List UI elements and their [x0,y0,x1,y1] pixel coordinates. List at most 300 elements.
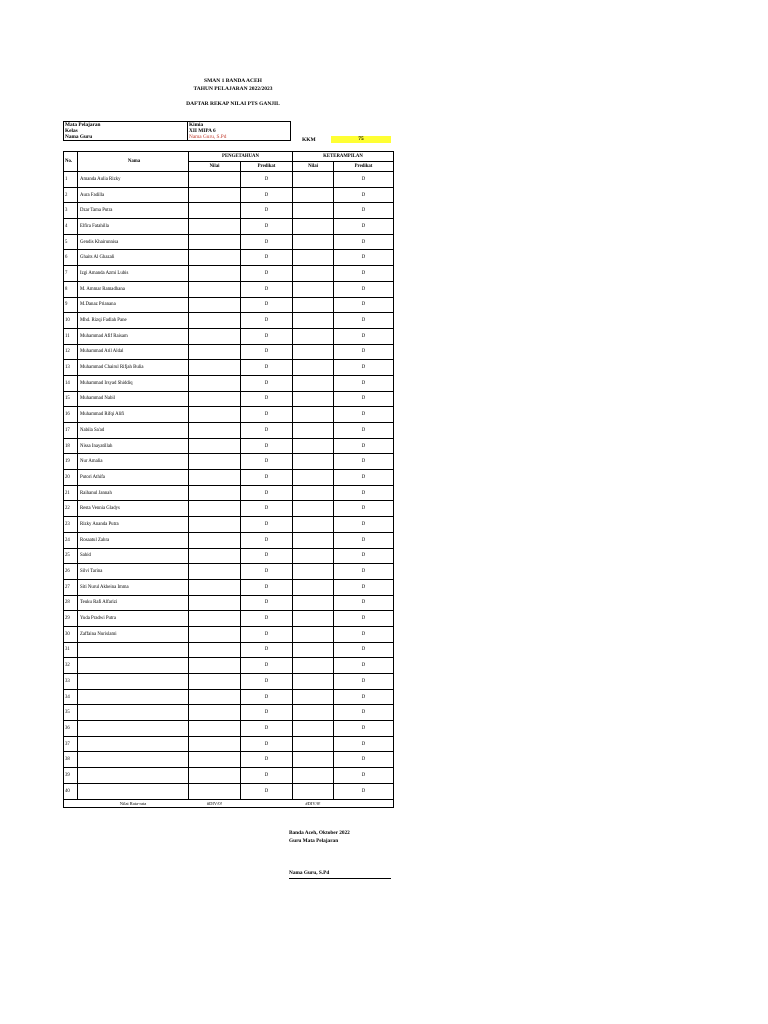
student-name: Muhammad Aril Aldal [78,344,189,360]
predikat-pengetahuan: D [241,313,293,329]
nilai-keterampilan [293,674,334,690]
nilai-pengetahuan [189,736,241,752]
nilai-pengetahuan [189,485,241,501]
predikat-pengetahuan: D [241,642,293,658]
row-number: 25 [64,548,78,564]
student-name [78,721,189,737]
predikat-keterampilan: D [334,187,394,203]
nilai-pengetahuan [189,234,241,250]
row-number: 2 [64,187,78,203]
nilai-pengetahuan [189,532,241,548]
predikat-keterampilan: D [334,391,394,407]
school-name: SMAN 1 BANDA ACEH [204,78,262,84]
student-name: Gendis Khairunnisa [78,234,189,250]
row-number: 19 [64,454,78,470]
nilai-keterampilan [293,470,334,486]
predikat-keterampilan: D [334,470,394,486]
signature-name: Nama Guru, S.Pd [289,870,330,876]
nilai-keterampilan [293,360,334,376]
nilai-pengetahuan [189,328,241,344]
nilai-keterampilan [293,344,334,360]
predikat-keterampilan: D [334,360,394,376]
column-header-nilai-keterampilan: Nilai [293,162,334,172]
predikat-keterampilan: D [334,595,394,611]
table-row [64,705,394,721]
predikat-keterampilan: D [334,517,394,533]
table-row [64,407,394,423]
class-label: Kelas [64,128,188,134]
student-name: Ghaits Al Ghazali [78,250,189,266]
nilai-pengetahuan [189,375,241,391]
predikat-pengetahuan: D [241,470,293,486]
student-name [78,674,189,690]
row-number: 29 [64,611,78,627]
nilai-pengetahuan [189,674,241,690]
average-keterampilan-predikat [334,799,394,807]
student-name [78,658,189,674]
table-row [64,752,394,768]
table-row [64,281,394,297]
predikat-keterampilan: D [334,328,394,344]
nilai-keterampilan [293,658,334,674]
signature-role: Guru Mata Pelajaran [289,838,339,844]
nilai-pengetahuan [189,219,241,235]
nilai-pengetahuan [189,595,241,611]
nilai-keterampilan [293,407,334,423]
row-number: 28 [64,595,78,611]
row-number: 32 [64,658,78,674]
row-number: 37 [64,736,78,752]
nilai-pengetahuan [189,281,241,297]
predikat-pengetahuan: D [241,674,293,690]
row-number: 26 [64,564,78,580]
nilai-pengetahuan [189,360,241,376]
nilai-keterampilan [293,517,334,533]
row-number: 16 [64,407,78,423]
nilai-keterampilan [293,768,334,784]
nilai-keterampilan [293,423,334,439]
row-number: 13 [64,360,78,376]
nilai-pengetahuan [189,626,241,642]
predikat-keterampilan: D [334,752,394,768]
nilai-keterampilan [293,203,334,219]
nilai-keterampilan [293,485,334,501]
nilai-keterampilan [293,548,334,564]
row-number: 1 [64,172,78,188]
nilai-keterampilan [293,328,334,344]
student-name: Muhammad Irsyad Shiddiq [78,375,189,391]
column-header-nilai-pengetahuan: Nilai [189,162,241,172]
table-row [64,532,394,548]
row-number: 17 [64,423,78,439]
table-row [64,423,394,439]
table-row [64,611,394,627]
student-name [78,783,189,799]
predikat-pengetahuan: D [241,705,293,721]
row-number: 5 [64,234,78,250]
row-number: 39 [64,768,78,784]
predikat-keterampilan: D [334,689,394,705]
grade-table [63,151,394,808]
student-name: Elfira Fatahilla [78,219,189,235]
student-name [78,768,189,784]
signature-place-date: Banda Aceh, Oktober 2022 [289,830,350,836]
nilai-keterampilan [293,266,334,282]
row-number: 11 [64,328,78,344]
student-name: Izgi Amanda Azmi Lubis [78,266,189,282]
group-header-keterampilan: KETERAMPILAN [293,152,394,162]
column-header-nama: Nama [78,152,189,172]
table-row [64,768,394,784]
predikat-keterampilan: D [334,501,394,517]
nilai-keterampilan [293,752,334,768]
row-number: 38 [64,752,78,768]
academic-year: TAHUN PELAJARAN 2022/2023 [193,86,273,92]
predikat-pengetahuan: D [241,250,293,266]
predikat-pengetahuan: D [241,658,293,674]
student-name: M. Ammar Ramadhana [78,281,189,297]
table-row [64,470,394,486]
student-name: Mhd. Rizqi Fadlah Pane [78,313,189,329]
table-row [64,689,394,705]
predikat-pengetahuan: D [241,375,293,391]
predikat-keterampilan: D [334,783,394,799]
student-name: Raihanul Jannah [78,485,189,501]
nilai-keterampilan [293,454,334,470]
predikat-pengetahuan: D [241,266,293,282]
predikat-keterampilan: D [334,219,394,235]
row-number: 14 [64,375,78,391]
predikat-pengetahuan: D [241,328,293,344]
predikat-keterampilan: D [334,172,394,188]
table-row [64,360,394,376]
column-header-no: No. [64,152,78,172]
nilai-keterampilan [293,313,334,329]
student-name [78,689,189,705]
row-number: 4 [64,219,78,235]
nilai-pengetahuan [189,689,241,705]
teacher-value: Nama Guru, S.Pd [188,134,291,141]
nilai-keterampilan [293,721,334,737]
nilai-pengetahuan [189,423,241,439]
row-number: 8 [64,281,78,297]
table-row [64,783,394,799]
average-pengetahuan-predikat [241,799,293,807]
student-name [78,752,189,768]
nilai-pengetahuan [189,172,241,188]
predikat-keterampilan: D [334,250,394,266]
student-name: Teuku Rafi Alfarizi [78,595,189,611]
nilai-keterampilan [293,172,334,188]
student-name: Muhammad Rifqi Alifi [78,407,189,423]
row-number: 20 [64,470,78,486]
predikat-pengetahuan: D [241,721,293,737]
nilai-keterampilan [293,783,334,799]
predikat-pengetahuan: D [241,438,293,454]
predikat-pengetahuan: D [241,219,293,235]
student-name [78,705,189,721]
row-number: 36 [64,721,78,737]
predikat-keterampilan: D [334,611,394,627]
predikat-keterampilan: D [334,768,394,784]
predikat-pengetahuan: D [241,752,293,768]
table-row [64,626,394,642]
nilai-pengetahuan [189,266,241,282]
predikat-keterampilan: D [334,548,394,564]
document-title: DAFTAR REKAP NILAI PTS GANJIL [186,101,280,107]
nilai-keterampilan [293,689,334,705]
predikat-keterampilan: D [334,234,394,250]
average-pengetahuan: #DIV/0! [189,799,241,807]
table-row [64,579,394,595]
student-name: M.Danaz Prianana [78,297,189,313]
predikat-pengetahuan: D [241,297,293,313]
nilai-keterampilan [293,375,334,391]
nilai-keterampilan [293,736,334,752]
predikat-keterampilan: D [334,532,394,548]
student-name: Muhammad Afif Raisam [78,328,189,344]
nilai-pengetahuan [189,721,241,737]
predikat-keterampilan: D [334,564,394,580]
nilai-pengetahuan [189,658,241,674]
row-number: 33 [64,674,78,690]
predikat-keterampilan: D [334,375,394,391]
predikat-pengetahuan: D [241,689,293,705]
row-number: 18 [64,438,78,454]
student-name: Yuda Pradwi Putra [78,611,189,627]
subject-value: Kimia [188,122,291,129]
predikat-keterampilan: D [334,281,394,297]
nilai-pengetahuan [189,297,241,313]
table-row [64,642,394,658]
predikat-keterampilan: D [334,579,394,595]
row-number: 27 [64,579,78,595]
nilai-keterampilan [293,579,334,595]
student-name: Aura Fadilla [78,187,189,203]
nilai-keterampilan [293,611,334,627]
table-row [64,187,394,203]
nilai-pengetahuan [189,250,241,266]
predikat-keterampilan: D [334,658,394,674]
nilai-pengetahuan [189,454,241,470]
predikat-keterampilan: D [334,407,394,423]
predikat-pengetahuan: D [241,736,293,752]
grade-table-body [64,172,394,800]
table-row [64,658,394,674]
nilai-keterampilan [293,705,334,721]
row-number: 30 [64,626,78,642]
predikat-pengetahuan: D [241,579,293,595]
table-row [64,266,394,282]
student-name: Silvi Tarina [78,564,189,580]
predikat-pengetahuan: D [241,281,293,297]
nilai-keterampilan [293,391,334,407]
row-number: 23 [64,517,78,533]
average-label: Nilai Rata-rata [78,799,189,807]
row-number: 34 [64,689,78,705]
table-row [64,674,394,690]
column-header-predikat-pengetahuan: Predikat [241,162,293,172]
student-name: Nabila Sa'ad [78,423,189,439]
nilai-keterampilan [293,532,334,548]
predikat-pengetahuan: D [241,626,293,642]
student-name: Rosaatul Zahra [78,532,189,548]
nilai-keterampilan [293,250,334,266]
predikat-pengetahuan: D [241,187,293,203]
predikat-pengetahuan: D [241,360,293,376]
nilai-keterampilan [293,501,334,517]
predikat-pengetahuan: D [241,532,293,548]
row-number: 21 [64,485,78,501]
table-row [64,234,394,250]
table-header-row-1 [64,152,394,162]
table-row [64,344,394,360]
nilai-keterampilan [293,187,334,203]
nilai-keterampilan [293,281,334,297]
row-number: 9 [64,297,78,313]
row-number: 3 [64,203,78,219]
nilai-pengetahuan [189,705,241,721]
predikat-pengetahuan: D [241,407,293,423]
nilai-pengetahuan [189,768,241,784]
nilai-keterampilan [293,438,334,454]
predikat-pengetahuan: D [241,611,293,627]
student-name: Muhammad Nabil [78,391,189,407]
nilai-pengetahuan [189,548,241,564]
row-number: 10 [64,313,78,329]
subject-label: Mata Pelajaran [64,122,188,129]
table-row [64,203,394,219]
student-name: Muhammad Chairul Rifjah Bulia [78,360,189,376]
nilai-pengetahuan [189,187,241,203]
column-header-predikat-keterampilan: Predikat [334,162,394,172]
kkm-value: 75 [331,136,391,143]
predikat-keterampilan: D [334,721,394,737]
student-name: Nissa Inayatillah [78,438,189,454]
table-row [64,501,394,517]
nilai-pengetahuan [189,611,241,627]
predikat-keterampilan: D [334,626,394,642]
predikat-pengetahuan: D [241,423,293,439]
table-row [64,721,394,737]
table-row [64,595,394,611]
table-row [64,391,394,407]
table-row [64,328,394,344]
row-number: 15 [64,391,78,407]
table-row [64,297,394,313]
predikat-pengetahuan: D [241,548,293,564]
predikat-keterampilan: D [334,203,394,219]
predikat-pengetahuan: D [241,517,293,533]
nilai-keterampilan [293,234,334,250]
nilai-pengetahuan [189,344,241,360]
student-name: Putori Athifa [78,470,189,486]
table-row [64,485,394,501]
predikat-keterampilan: D [334,674,394,690]
predikat-keterampilan: D [334,438,394,454]
row-number: 35 [64,705,78,721]
predikat-keterampilan: D [334,736,394,752]
row-number: 31 [64,642,78,658]
nilai-keterampilan [293,595,334,611]
row-number: 7 [64,266,78,282]
nilai-keterampilan [293,626,334,642]
student-name [78,736,189,752]
nilai-pengetahuan [189,642,241,658]
row-number: 24 [64,532,78,548]
nilai-keterampilan [293,219,334,235]
row-number: 22 [64,501,78,517]
nilai-pengetahuan [189,752,241,768]
nilai-keterampilan [293,297,334,313]
nilai-pengetahuan [189,501,241,517]
nilai-pengetahuan [189,391,241,407]
student-name: Siti Nurul Akheina Imma [78,579,189,595]
row-number: 12 [64,344,78,360]
student-name [78,642,189,658]
table-row [64,548,394,564]
group-header-pengetahuan: PENGETAHUAN [189,152,293,162]
kkm-label: KKM [302,137,316,143]
predikat-keterampilan: D [334,344,394,360]
predikat-pengetahuan: D [241,454,293,470]
nilai-keterampilan [293,564,334,580]
student-name: Nur Amalia [78,454,189,470]
table-row [64,219,394,235]
signature-underline [289,878,391,879]
predikat-pengetahuan: D [241,234,293,250]
predikat-pengetahuan: D [241,172,293,188]
table-row [64,250,394,266]
table-row [64,564,394,580]
student-name: Resta Vennia Gladys [78,501,189,517]
predikat-keterampilan: D [334,297,394,313]
predikat-keterampilan: D [334,423,394,439]
table-row [64,517,394,533]
info-row-teacher [64,134,291,141]
student-name: Rizky Ananda Putra [78,517,189,533]
student-name: Amanda Aulia Rizky [78,172,189,188]
nilai-pengetahuan [189,203,241,219]
average-no-cell [64,799,78,807]
row-number: 6 [64,250,78,266]
predikat-pengetahuan: D [241,768,293,784]
nilai-pengetahuan [189,313,241,329]
average-keterampilan: #DIV/0! [293,799,334,807]
table-row [64,438,394,454]
predikat-keterampilan: D [334,642,394,658]
nilai-pengetahuan [189,783,241,799]
teacher-label: Nama Guru [64,134,188,141]
predikat-pengetahuan: D [241,391,293,407]
predikat-keterampilan: D [334,454,394,470]
predikat-keterampilan: D [334,485,394,501]
nilai-keterampilan [293,642,334,658]
student-name: Dzar Tama Putra [78,203,189,219]
student-name: Zaffaina Nurislami [78,626,189,642]
predikat-pengetahuan: D [241,485,293,501]
nilai-pengetahuan [189,407,241,423]
predikat-pengetahuan: D [241,783,293,799]
predikat-pengetahuan: D [241,564,293,580]
table-row [64,454,394,470]
nilai-pengetahuan [189,517,241,533]
predikat-keterampilan: D [334,705,394,721]
nilai-pengetahuan [189,438,241,454]
predikat-pengetahuan: D [241,595,293,611]
predikat-pengetahuan: D [241,344,293,360]
nilai-pengetahuan [189,579,241,595]
